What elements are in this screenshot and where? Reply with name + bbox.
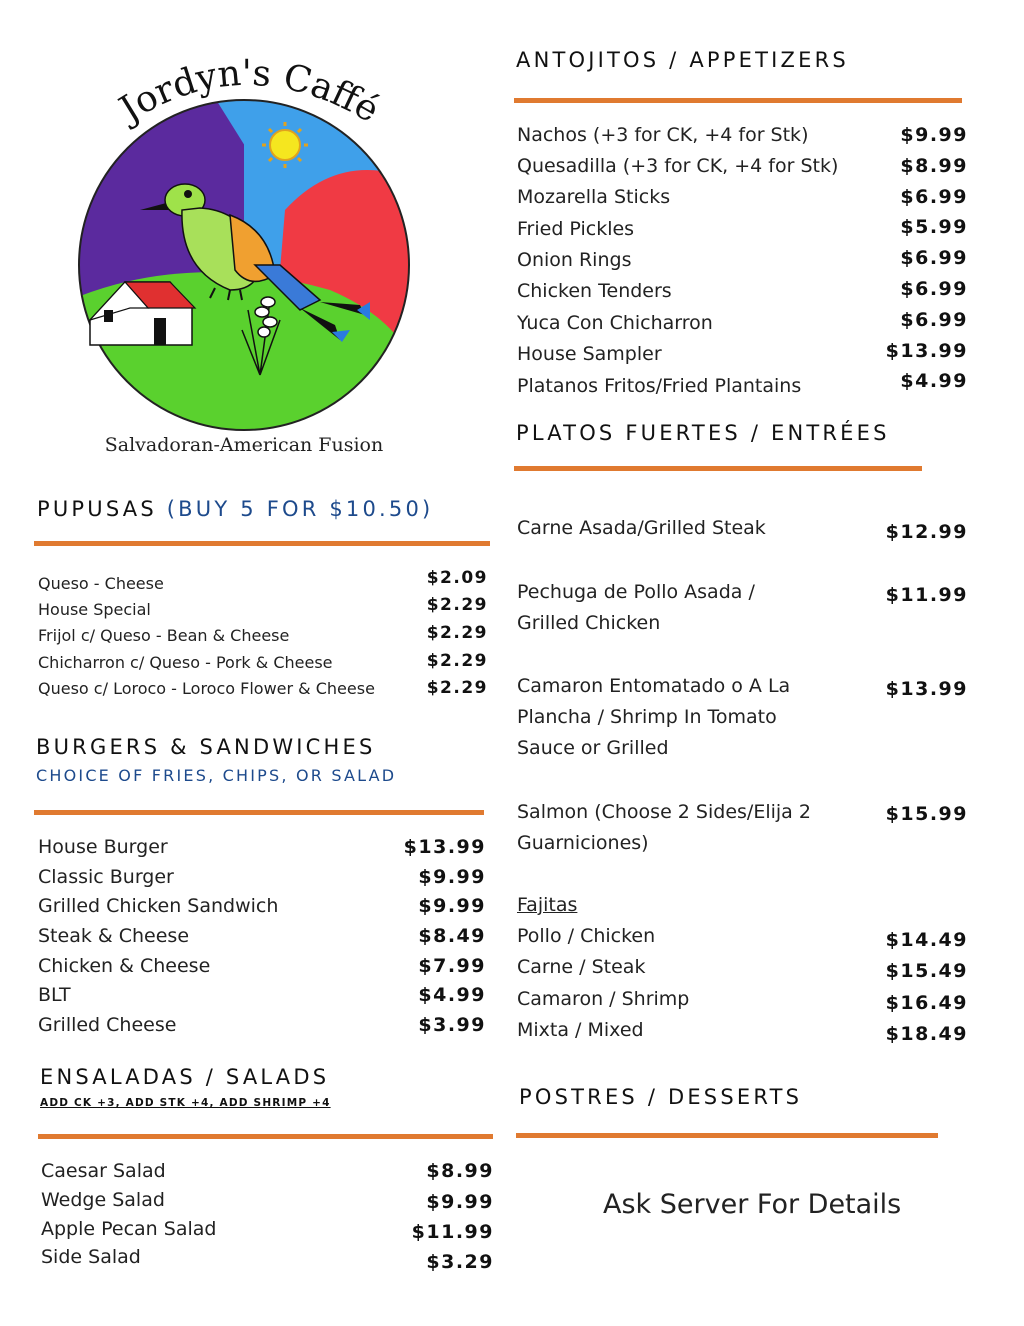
menu-item-name: Caesar Salad [41,1160,166,1182]
logo-tagline: Salvadoran-American Fusion [104,434,384,456]
menu-item-name: House Special [38,600,151,619]
menu-item-name: Chicken & Cheese [38,955,211,977]
menu-item-name: House Burger [38,836,168,858]
menu-item-price: $2.09 [426,568,488,588]
menu-item-name: Onion Rings [517,249,632,271]
menu-item-price: $6.99 [900,186,968,208]
menu-item-name: Wedge Salad [41,1189,165,1211]
pupusas-deal: (BUY 5 FOR $10.50) [166,497,434,521]
menu-item-price: $2.29 [426,651,488,671]
menu-item-price: $4.99 [418,984,486,1006]
menu-item-price: $2.29 [426,678,488,698]
fajitas-label: Fajitas [517,894,578,916]
menu-item-price: $12.99 [885,521,968,543]
menu-item-name: Pollo / Chicken [517,925,656,947]
menu-item-name: Quesadilla (+3 for CK, +4 for Stk) [517,155,839,177]
menu-item-name: Mixta / Mixed [517,1019,644,1041]
menu-item-name: Chicken Tenders [517,280,672,302]
menu-item-price: $9.99 [418,895,486,917]
menu-item-name: Queso - Cheese [38,574,164,593]
menu-item-price: $16.49 [885,992,968,1014]
menu-item-name: Steak & Cheese [38,925,190,947]
menu-item-price: $13.99 [403,836,486,858]
menu-item-price: $18.49 [885,1023,968,1045]
menu-item-price: $2.29 [426,623,488,643]
menu-item-name: Fried Pickles [517,218,635,240]
menu-item-price: $9.99 [900,124,968,146]
menu-item-name: Mozarella Sticks [517,186,671,208]
menu-item-name: Classic Burger [38,866,174,888]
menu-item-price: $15.49 [885,960,968,982]
menu-item-price: $14.49 [885,929,968,951]
menu-item-price: $6.99 [900,278,968,300]
menu-item-name: Queso c/ Loroco - Loroco Flower & Cheese [38,679,375,698]
menu-item-price: $8.99 [426,1160,494,1182]
menu-item-price: $2.29 [426,595,488,615]
menu-item-name: Chicharron c/ Queso - Pork & Cheese [38,653,333,672]
entrees-rule [514,466,922,471]
menu-item-name: House Sampler [517,343,662,365]
menu-item-price: $8.49 [418,925,486,947]
burgers-subtitle: CHOICE OF FRIES, CHIPS, OR SALAD [36,766,397,785]
appetizers-rule [514,98,962,103]
desserts-heading: POSTRES / DESSERTS [519,1085,803,1109]
menu-item-price: $5.99 [900,216,968,238]
logo [70,40,420,460]
menu-item-name: Apple Pecan Salad [41,1218,217,1240]
menu-item-price: $6.99 [900,309,968,331]
menu-item-price: $11.99 [885,584,968,606]
pupusas-rule [34,541,490,546]
menu-item-price: $6.99 [900,247,968,269]
menu-item-price: $15.99 [885,803,968,825]
menu-item-name: Salmon (Choose 2 Sides/Elija 2 Guarniciones) [517,801,811,854]
menu-item-name: Pechuga de Pollo Asada / Grilled Chicken [517,581,755,634]
menu-item-price: $4.99 [900,370,968,392]
menu-item-price: $13.99 [885,678,968,700]
menu-item-name: Yuca Con Chicharron [517,312,713,334]
menu-item-name: Carne / Steak [517,956,646,978]
burgers-heading: BURGERS & SANDWICHES [36,735,376,759]
salads-subtitle: ADD CK +3, ADD STK +4, ADD SHRIMP +4 [40,1097,331,1109]
menu-item-name: Carne Asada/Grilled Steak [517,517,766,539]
pupusas-heading [37,497,433,521]
menu-item-price: $9.99 [418,866,486,888]
desserts-rule [516,1133,938,1138]
logo-arc-text: Jordyn's Caffé [112,52,386,131]
menu-item-price: $9.99 [426,1191,494,1213]
menu-item-price: $8.99 [900,155,968,177]
menu-item-name: Nachos (+3 for CK, +4 for Stk) [517,124,809,146]
menu-item-name: Frijol c/ Queso - Bean & Cheese [38,626,290,645]
menu-item-price: $13.99 [885,340,968,362]
desserts-note: Ask Server For Details [603,1189,902,1220]
menu-item-price: $3.99 [418,1014,486,1036]
menu-item-name: Platanos Fritos/Fried Plantains [517,375,802,397]
logo-emblem [70,40,420,460]
salads-rule [38,1134,493,1139]
entrees-heading: PLATOS FUERTES / ENTRÉES [516,421,890,445]
menu-item-name: Grilled Cheese [38,1014,177,1036]
appetizers-heading: ANTOJITOS / APPETIZERS [516,48,849,72]
menu-item-name: BLT [38,984,71,1006]
menu-item-price: $7.99 [418,955,486,977]
pupusas-title: PUPUSAS [37,497,157,521]
menu-item-name: Camaron Entomatado o A La Plancha / Shrimp In Tomato Sauce or Grilled [517,675,791,759]
menu-item-name: Camaron / Shrimp [517,988,690,1010]
menu-item-price: $11.99 [411,1221,494,1243]
burgers-rule [34,810,484,815]
salads-heading: ENSALADAS / SALADS [40,1065,330,1089]
menu-item-name: Grilled Chicken Sandwich [38,895,279,917]
menu-item-name: Side Salad [41,1246,141,1268]
menu-item-price: $3.29 [426,1251,494,1273]
